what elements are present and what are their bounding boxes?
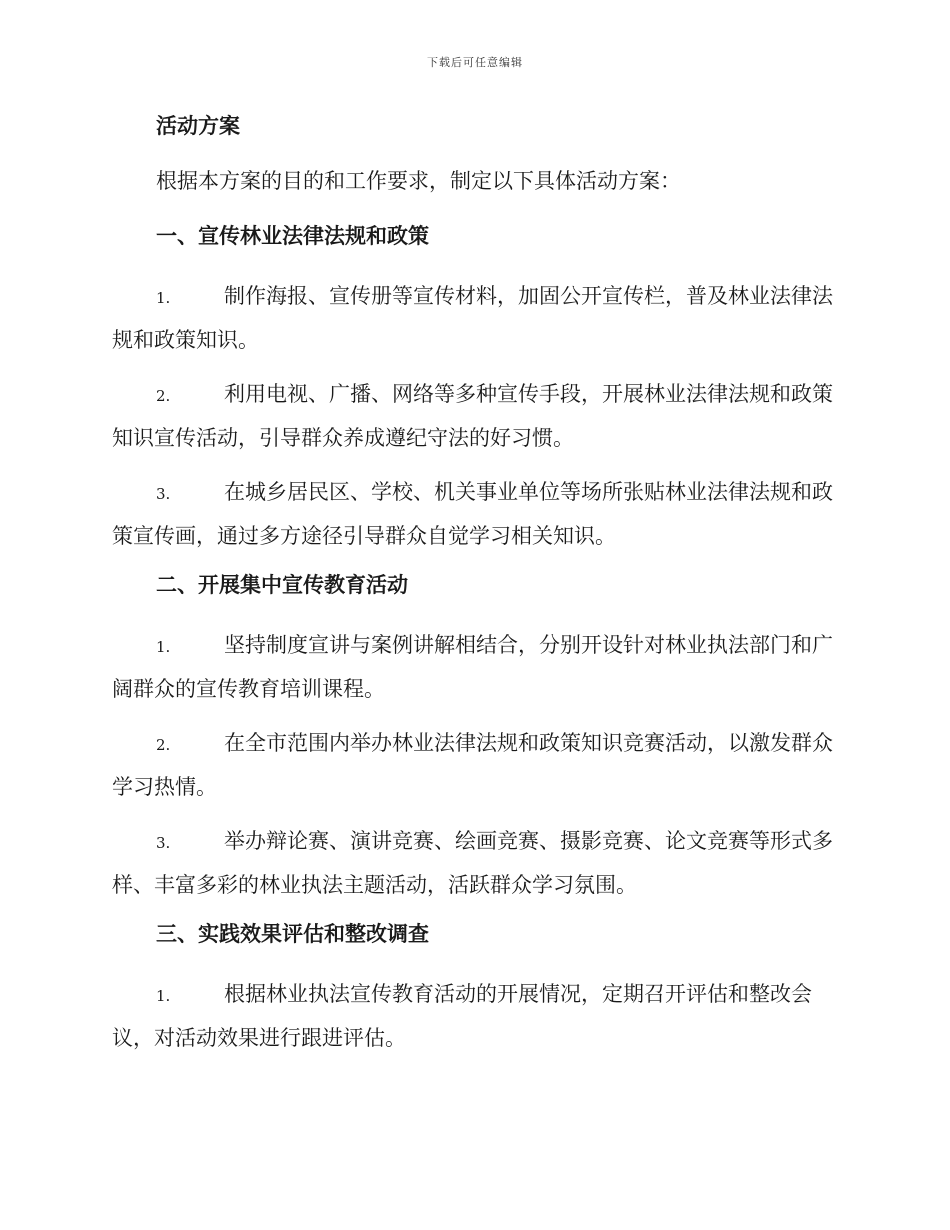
item-text: 根据林业执法宣传教育活动的开展情况，定期召开评估和整改会议，对活动效果进行跟进评估。 bbox=[112, 982, 812, 1050]
section-heading-2: 二、开展集中宣传教育活动 bbox=[156, 572, 408, 597]
item-text: 举办辩论赛、演讲竞赛、绘画竞赛、摄影竞赛、论文竞赛等形式多样、丰富多彩的林业执法主题活动，活跃群众学习氛围。 bbox=[112, 829, 833, 897]
list-item bbox=[112, 624, 834, 710]
list-item bbox=[112, 275, 834, 361]
item-number: 1. bbox=[156, 638, 171, 656]
document-title: 活动方案 bbox=[156, 113, 240, 138]
item-text: 制作海报、宣传册等宣传材料，加固公开宣传栏，普及林业法律法规和政策知识。 bbox=[112, 284, 833, 352]
item-text: 坚持制度宣讲与案例讲解相结合，分别开设针对林业执法部门和广阔群众的宣传教育培训课程。 bbox=[112, 633, 833, 701]
list-item bbox=[112, 471, 834, 557]
intro-paragraph: 根据本方案的目的和工作要求，制定以下具体活动方案： bbox=[156, 169, 681, 193]
document-body bbox=[112, 110, 834, 1071]
item-number: 2. bbox=[156, 736, 171, 754]
item-number: 3. bbox=[156, 485, 171, 503]
list-item bbox=[112, 973, 834, 1059]
item-number: 1. bbox=[156, 289, 171, 307]
item-text: 在城乡居民区、学校、机关事业单位等场所张贴林业法律法规和政策宣传画，通过多方途径引导群众自觉学习相关知识。 bbox=[112, 480, 833, 548]
item-text: 在全市范围内举办林业法律法规和政策知识竞赛活动，以激发群众学习热情。 bbox=[112, 731, 833, 799]
list-item bbox=[112, 722, 834, 808]
list-item bbox=[112, 373, 834, 459]
item-text: 利用电视、广播、网络等多种宣传手段，开展林业法律法规和政策知识宣传活动，引导群众养成遵纪守法的好习惯。 bbox=[112, 382, 833, 450]
item-number: 3. bbox=[156, 834, 171, 852]
item-number: 2. bbox=[156, 387, 171, 405]
page-header: 下载后可任意编辑 bbox=[427, 56, 523, 69]
list-item bbox=[112, 820, 834, 906]
section-heading-3: 三、实践效果评估和整改调查 bbox=[156, 921, 429, 946]
item-number: 1. bbox=[156, 987, 171, 1005]
section-heading-1: 一、宣传林业法律法规和政策 bbox=[156, 223, 429, 248]
